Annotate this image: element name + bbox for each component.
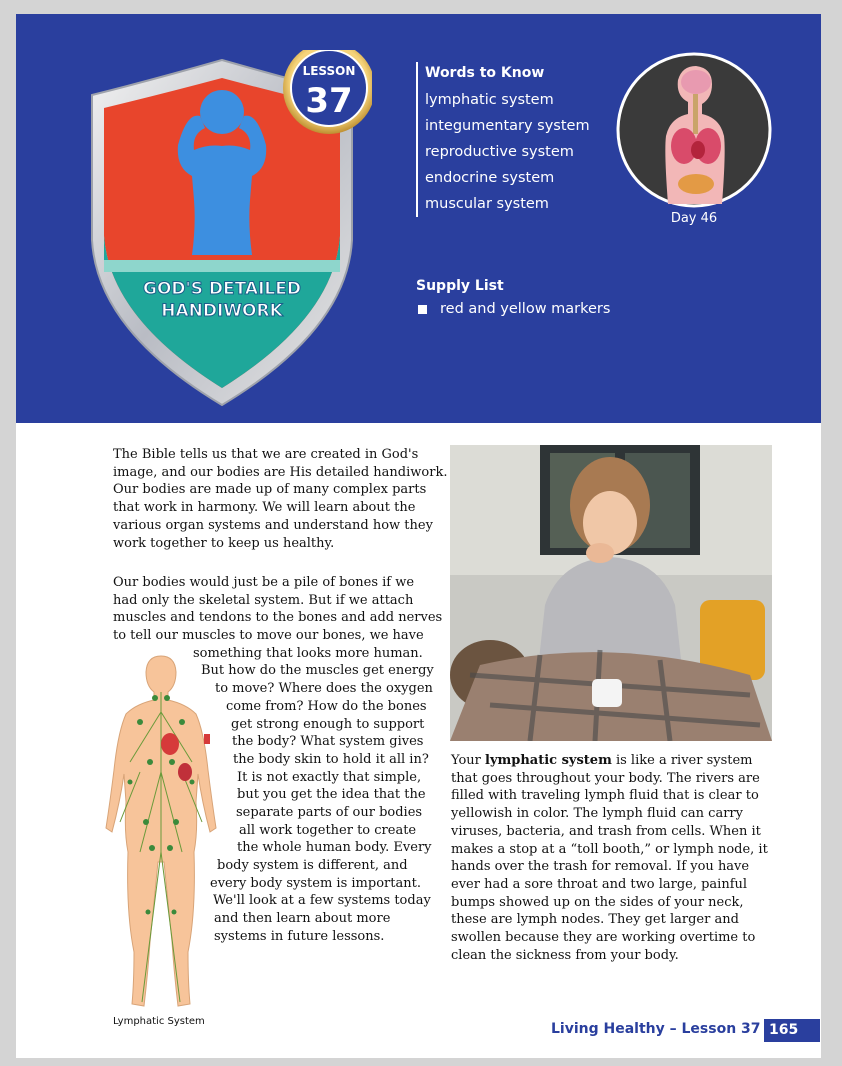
intro-text [113, 446, 448, 561]
text-line: but you get the idea that the [237, 787, 426, 803]
badge-title-line2: HANDIWORK [161, 301, 283, 321]
text-line: and then learn about more [214, 911, 391, 927]
text-line: systems in future lessons. [214, 928, 385, 944]
bullet-square-icon [418, 305, 427, 314]
text-line: It is not exactly that simple, [237, 769, 422, 785]
vocab-item: reproductive system [425, 144, 574, 160]
vocab-item: lymphatic system [425, 92, 554, 108]
text-line: muscles and tendons to the bones and add nerves [113, 610, 443, 626]
text-line: get strong enough to support [231, 716, 425, 732]
text-line: Our bodies would just be a pile of bones if we [113, 575, 415, 590]
lesson-label: LESSON [302, 64, 356, 78]
cup [592, 679, 622, 707]
vocab-item: endocrine system [425, 170, 555, 186]
vocab-item: integumentary system [425, 118, 590, 134]
supply-list [416, 276, 610, 322]
lesson-badge [82, 50, 372, 412]
words-to-know [416, 62, 590, 217]
badge-title-line1: GOD'S DETAILED [143, 279, 301, 299]
lymph-prefix: Your [451, 753, 485, 768]
intro-paragraph: The Bible tells us that we are created in God's image, and our bodies are His detailed handiwork. Our bodies are made up of many complex parts that work in harmony. We will learn about the various organ systems and understand how they work together to keep us healthy. [113, 447, 448, 551]
heart-icon [161, 733, 179, 755]
figure-caption: Lymphatic System [113, 1016, 205, 1027]
text-line: something that looks more human. [193, 645, 423, 661]
supply-item-label: red and yellow markers [440, 301, 611, 317]
text-line: We'll look at a few systems today [213, 893, 431, 909]
sick-girl-photo [450, 445, 772, 741]
lymphatic-paragraph [451, 752, 781, 964]
running-title: Living Healthy – Lesson 37 [551, 1021, 761, 1037]
page-number: 165 [764, 1019, 820, 1042]
anatomy-day-illustration [616, 52, 772, 208]
text-line: But how do the muscles get energy [201, 663, 434, 679]
text-line: come from? How do the bones [226, 698, 427, 714]
lymph-term: lymphatic system [485, 753, 612, 768]
supply-list-title: Supply List [416, 278, 504, 294]
text-line: to tell our muscles to move our bones, we have [113, 628, 424, 644]
lymphatic-system-figure [100, 652, 222, 1018]
spleen-icon [178, 763, 192, 781]
text-line: every body system is important. [210, 875, 421, 891]
text-line: to move? Where does the oxygen [215, 681, 433, 697]
text-line: all work together to create [239, 822, 417, 838]
text-line: the body skin to hold it all in? [233, 751, 429, 767]
lesson-number: 37 [305, 81, 353, 121]
words-to-know-title: Words to Know [425, 65, 545, 81]
text-line: the body? What system gives [232, 734, 424, 750]
vocab-item: muscular system [425, 196, 549, 212]
lymph-body: is like a river system that goes throughout your body. The rivers are filled with traveling lymph fluid that is clear to yellowish in color. The lymph fluid can carry viruses, bacteria, and trash from cells. When it makes a stop at a “toll booth,” or lymph node, it hands over the trash for removal. If you have ever had a sore throat and two large, painful bumps showed up on the sides of your neck, these are lymph nodes. They get larger and swollen because they are working overtime to clean the sickness from your body. [451, 753, 768, 963]
text-line: body system is different, and [217, 858, 408, 873]
text-line: separate parts of our bodies [236, 804, 423, 820]
text-line: had only the skeletal system. But if we attach [113, 592, 414, 608]
supply-item [416, 296, 610, 322]
text-line: the whole human body. Every [237, 840, 432, 856]
day-label: Day 46 [670, 211, 718, 226]
